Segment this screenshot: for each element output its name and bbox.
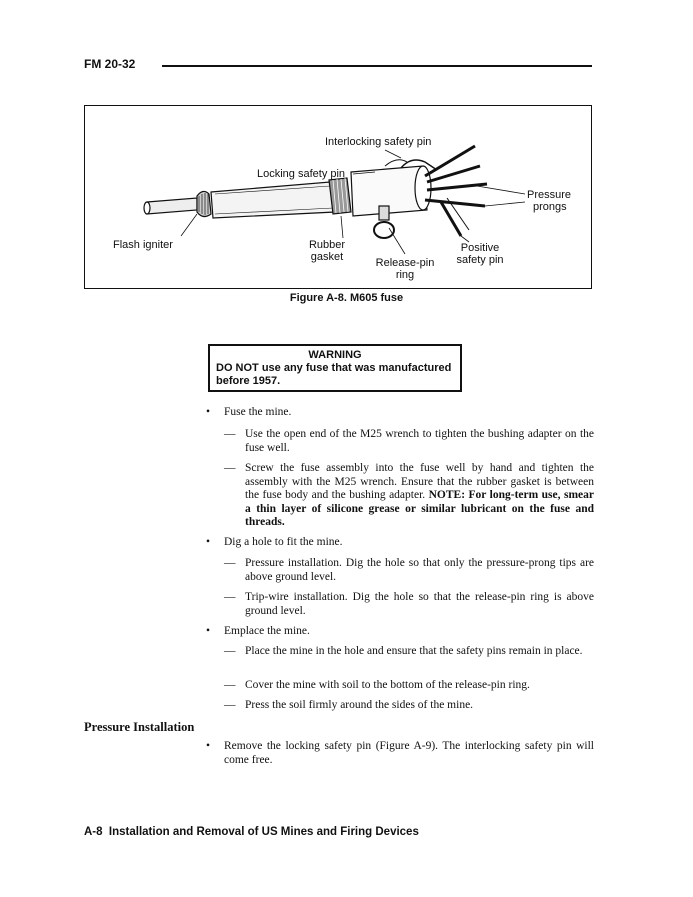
sub-list-item xyxy=(224,428,594,455)
sub-list-item-text: Press the soil firmly around the sides of the mine. xyxy=(245,699,474,711)
callout-release-pin-ring xyxy=(373,257,437,281)
list-item xyxy=(206,740,594,767)
warning-box xyxy=(208,344,462,392)
header-rule xyxy=(162,65,592,67)
sub-list-item-text: Use the open end of the M25 wrench to tighten the bushing adapter on the fuse well. xyxy=(245,428,594,454)
page-header-label: FM 20-32 xyxy=(84,57,136,71)
dash-marker: — xyxy=(224,557,236,569)
dash-marker: — xyxy=(224,645,236,657)
callout-rubber-gasket xyxy=(303,239,351,263)
figure-caption: Figure A-8. M605 fuse xyxy=(289,292,404,304)
warning-text: DO NOT use any fuse that was manufactured before 1957. xyxy=(216,362,452,387)
sub-list-item xyxy=(224,591,594,618)
list-item xyxy=(206,406,594,420)
callout-pressure-prongs-line-2: prongs xyxy=(533,201,567,213)
dash-marker: — xyxy=(224,591,236,603)
sub-list-item-text xyxy=(245,462,594,530)
dash-marker: — xyxy=(224,462,236,474)
callout-interlocking-safety-pin: Interlocking safety pin xyxy=(325,136,432,148)
callout-release-pin-ring-line-2: ring xyxy=(395,269,415,281)
list-item-text: Remove the locking safety pin (Figure A-9). The interlocking safety pin will come free. xyxy=(224,740,594,766)
figure-box xyxy=(84,105,592,289)
sub-list-item-text: Place the mine in the hole and ensure that the safety pins remain in place. xyxy=(245,645,583,657)
sub-list-item-text: Cover the mine with soil to the bottom of the release-pin ring. xyxy=(245,679,530,691)
list-item-text: Dig a hole to fit the mine. xyxy=(224,536,343,548)
long-term-use-note: NOTE: For long-term use, smear a thin layer of silicone grease or similar lubricant on the fuse and threads. xyxy=(245,489,594,528)
dash-marker: — xyxy=(224,699,236,711)
list-item xyxy=(206,625,594,639)
callout-pressure-prongs xyxy=(527,189,571,213)
sub-list-item xyxy=(224,462,594,530)
callout-positive-safety-pin xyxy=(450,242,510,266)
page-footer: A-8 Installation and Removal of US Mines and Firing Devices xyxy=(84,826,419,838)
callout-release-pin-ring-line-1: Release-pin xyxy=(375,257,435,269)
list-item-text: Emplace the mine. xyxy=(224,625,310,637)
callout-rubber-gasket-line-2: gasket xyxy=(310,251,344,263)
bullet-marker: • xyxy=(206,406,211,418)
list-item-text: Fuse the mine. xyxy=(224,406,292,418)
callout-pressure-prongs-line-1: Pressure xyxy=(527,189,572,201)
sub-list-item-text: Trip-wire installation. Dig the hole so that the release-pin ring is above ground level. xyxy=(245,591,594,617)
bullet-marker: • xyxy=(206,625,211,637)
callout-positive-safety-pin-line-1: Positive xyxy=(460,242,500,254)
sub-list-item xyxy=(224,699,594,713)
section-heading: Pressure Installation xyxy=(84,720,195,734)
list-item xyxy=(206,536,594,550)
dash-marker: — xyxy=(224,679,236,691)
warning-title: WARNING xyxy=(308,349,362,361)
bullet-marker: • xyxy=(206,536,211,548)
dash-marker: — xyxy=(224,428,236,440)
sub-list-item-text: Pressure installation. Dig the hole so that only the pressure-prong tips are above ground level. xyxy=(245,557,594,583)
sub-list-item xyxy=(224,557,594,584)
callout-rubber-gasket-line-1: Rubber xyxy=(308,239,346,251)
callout-positive-safety-pin-line-2: safety pin xyxy=(456,254,504,266)
bullet-marker: • xyxy=(206,740,211,752)
callout-flash-igniter: Flash igniter xyxy=(113,239,173,251)
sub-list-item xyxy=(224,679,594,693)
callout-locking-safety-pin: Locking safety pin xyxy=(257,168,346,180)
sub-list-item-body: Screw the fuse assembly into the fuse well by hand and tighten the assembly with the M25 wrench. Ensure that the rubber gasket is between the fuse body and the bushing adapter. xyxy=(245,462,594,501)
sub-list-item xyxy=(224,645,594,659)
